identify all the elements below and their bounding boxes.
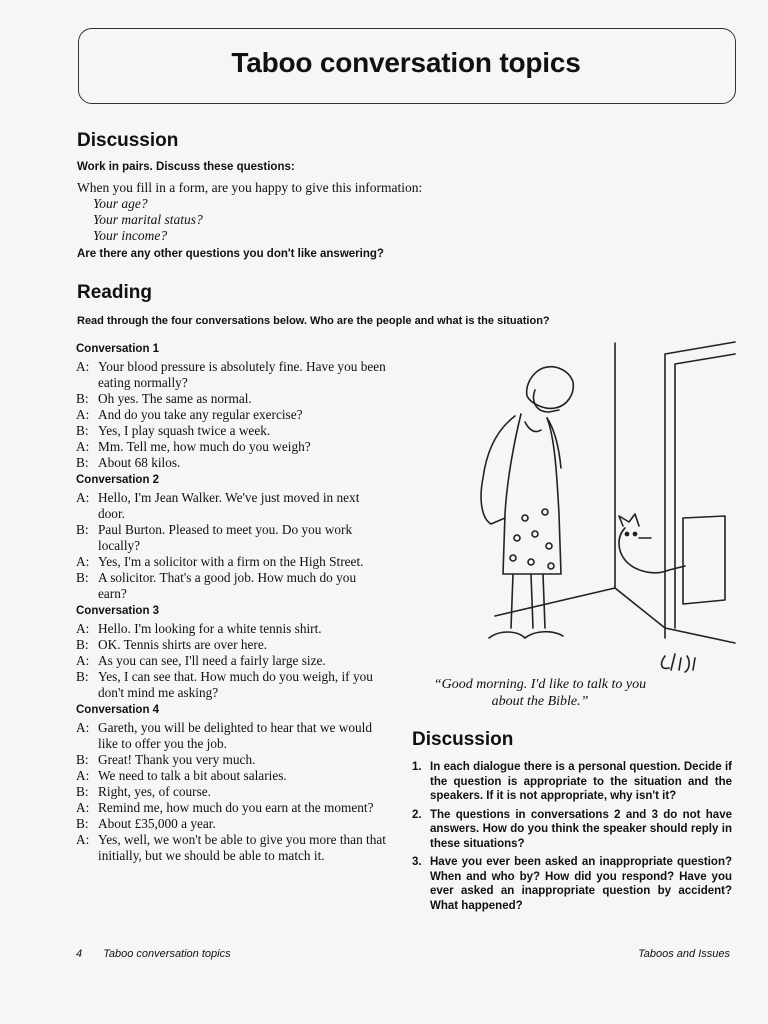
discussion-intro: When you fill in a form, are you happy to give this information: (77, 180, 423, 195)
page-number: 4 (76, 948, 83, 960)
speaker-label: A: (76, 800, 90, 815)
speaker-label: A: (76, 490, 90, 505)
utterance: OK. Tennis shirts are over here. (98, 637, 268, 652)
conversations (76, 340, 386, 864)
speaker-label: B: (76, 455, 89, 470)
speaker-label: A: (76, 768, 90, 783)
question-number: 2. (412, 808, 422, 821)
utterance: About 68 kilos. (98, 455, 181, 470)
speaker-label: A: (76, 554, 90, 569)
reading-section (77, 282, 152, 304)
speaker-label: B: (76, 752, 89, 767)
speaker-label: B: (76, 522, 89, 537)
dialogue-line (76, 522, 386, 554)
cartoon-caption: “Good morning. I'd like to talk to you about the Bible.” (433, 677, 647, 709)
conversation-heading: Conversation 4 (76, 704, 160, 716)
dialogue-line (76, 423, 386, 439)
dialogue-line (76, 720, 386, 752)
conversation-heading: Conversation 2 (76, 474, 160, 486)
question-text: In each dialogue there is a personal question. Decide if the question is appropriate to the situation and the speakers. If it is not appropriate, why isn't it? (430, 761, 732, 802)
utterance: Mm. Tell me, how much do you weigh? (98, 439, 311, 454)
speaker-label: B: (76, 784, 89, 799)
speaker-label: A: (76, 720, 90, 735)
dialogue-line (76, 653, 386, 669)
speaker-label: A: (76, 407, 90, 422)
dialogue-line (76, 832, 386, 864)
dialogue-line (76, 570, 386, 602)
dialogue-line (76, 621, 386, 637)
dialogue-line (76, 784, 386, 800)
discussion-heading: Discussion (77, 130, 179, 151)
speaker-label: A: (76, 439, 90, 454)
discussion-instruction: Work in pairs. Discuss these questions: (77, 161, 295, 173)
discussion-item: Your income? (93, 228, 168, 243)
utterance: Yes, I play squash twice a week. (98, 423, 271, 438)
utterance: Hello, I'm Jean Walker. We've just moved in next door. (98, 490, 360, 521)
question-text: The questions in conversations 2 and 3 do not have answers. How do you think the speaker should reply in these situations? (430, 808, 732, 850)
speaker-label: A: (76, 832, 90, 847)
discussion-item: Your marital status? (93, 212, 203, 227)
dialogue-line (76, 455, 386, 471)
utterance: Oh yes. The same as normal. (98, 391, 252, 406)
utterance: Paul Burton. Pleased to meet you. Do you work locally? (98, 522, 353, 553)
footer-right: Taboos and Issues (638, 948, 730, 960)
utterance: Your blood pressure is absolutely fine. Have you been eating normally? (98, 359, 386, 390)
discussion-item: Your age? (93, 196, 148, 211)
discussion-closing: Are there any other questions you don't like answering? (77, 248, 384, 260)
question-item (412, 760, 732, 804)
cat-flap (683, 516, 725, 604)
question-item (412, 855, 732, 913)
page-title: Taboo conversation topics (231, 47, 581, 78)
speaker-label: B: (76, 637, 89, 652)
discussion-section (77, 130, 178, 152)
utterance: Yes, I can see that. How much do you weigh, if you don't mind me asking? (98, 669, 373, 700)
speaker-label: B: (76, 570, 89, 585)
utterance: Gareth, you will be delighted to hear that we would like to offer you the job. (98, 720, 372, 751)
utterance: And do you take any regular exercise? (98, 407, 303, 422)
speaker-label: A: (76, 621, 90, 636)
utterance: As you can see, I'll need a fairly large size. (98, 653, 326, 668)
utterance: About £35,000 a year. (98, 816, 216, 831)
utterance: A solicitor. That's a good job. How much do you earn? (98, 570, 357, 601)
dialogue-line (76, 752, 386, 768)
reading-heading: Reading (77, 282, 152, 303)
speaker-label: B: (76, 391, 89, 406)
conversation-heading: Conversation 1 (76, 343, 160, 355)
woman-dress (503, 414, 561, 574)
discussion2-heading: Discussion (412, 729, 514, 750)
cartoon-signature: Cliff (723, 670, 725, 671)
cartoon-signature-mark (662, 654, 695, 672)
utterance: Yes, well, we won't be able to give you more than that initially, but we should be able to match it. (98, 832, 386, 863)
question-number: 3. (412, 856, 422, 868)
dialogue-line (76, 800, 386, 816)
utterance: Yes, I'm a solicitor with a firm on the High Street. (98, 554, 364, 569)
utterance: Remind me, how much do you earn at the moment? (98, 800, 374, 815)
utterance: We need to talk a bit about salaries. (98, 768, 287, 783)
woman-shoes (489, 632, 563, 638)
footer-left (76, 948, 231, 960)
utterance: Right, yes, of course. (98, 784, 212, 799)
dialogue-line (76, 439, 386, 455)
question-text: Have you ever been asked an inappropriate question? When and who by? How did you respond? Have you ever asked an inappropriate question by accident? What happened? (430, 856, 732, 912)
question-item (412, 808, 732, 852)
reading-instruction: Read through the four conversations below. Who are the people and what is the situation? (77, 315, 550, 327)
dialogue-line (76, 407, 386, 423)
speaker-label: A: (76, 653, 90, 668)
speaker-label: B: (76, 816, 89, 831)
speaker-label: B: (76, 669, 89, 684)
speaker-label: B: (76, 423, 89, 438)
dialogue-line (76, 637, 386, 653)
dialogue-line (76, 490, 386, 522)
discussion2-section (412, 729, 513, 751)
dialogue-line (76, 669, 386, 701)
conversation-heading: Conversation 3 (76, 605, 160, 617)
footer-title: Taboo conversation topics (103, 948, 231, 960)
dialogue-line (76, 391, 386, 407)
dialogue-line (76, 554, 386, 570)
dialogue-line (76, 359, 386, 391)
discussion-questions (412, 760, 732, 917)
utterance: Great! Thank you very much. (98, 752, 256, 767)
cartoon-illustration (455, 338, 740, 678)
dialogue-line (76, 768, 386, 784)
question-number: 1. (412, 761, 422, 773)
dialogue-line (76, 816, 386, 832)
utterance: Hello. I'm looking for a white tennis shirt. (98, 621, 322, 636)
speaker-label: A: (76, 359, 90, 374)
